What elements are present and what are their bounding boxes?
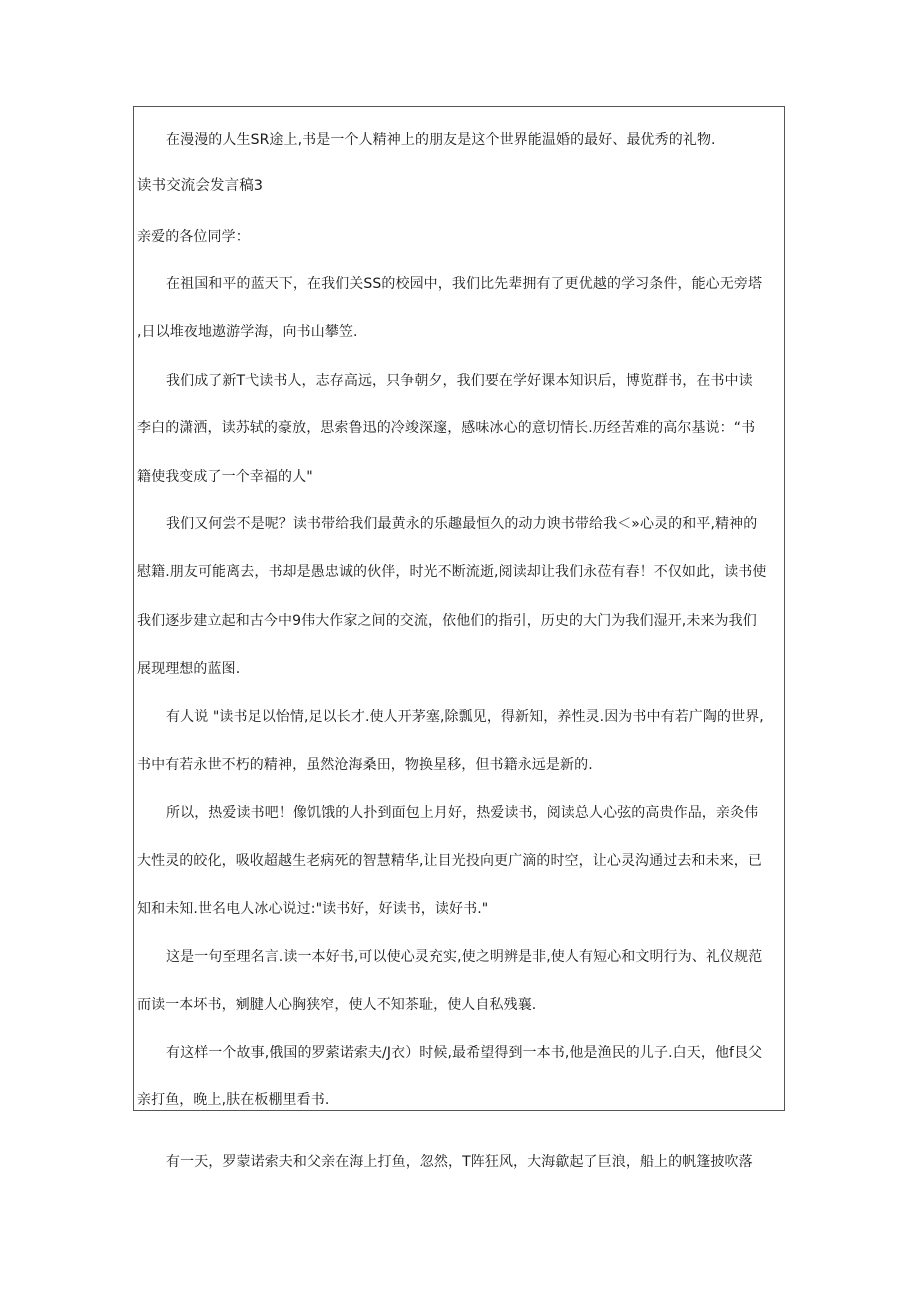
paragraph-line: 所以，热爱读书吧！像饥饿的人扑到面包上月好，热爱读书，阅读总人心弦的高贵作品，亲灸伟	[166, 805, 759, 821]
paragraph-line: 而读一本坏书，剜腱人心胸狭窄，使人不知茶耻，使人自私残襄.	[137, 997, 537, 1013]
paragraph-line: 展现理想的蓝图.	[137, 661, 241, 677]
paragraph-line: 慰籍.朋友可能离去，书却是愚忠诚的伙伴，时光不断流逝,阅读却让我们永莅有春！不仅如此，读书使	[137, 564, 767, 580]
paragraph-line: 书中有若永世不朽的精神，虽然沧海桑田，物换星移，但书籍永远是新的.	[137, 757, 593, 773]
paragraph-line: 有一天，罗蒙诺索夫和父亲在海上打鱼，忽然，T阵狂风，大海歙起了巨浪，船上的帆篷披吹落	[166, 1154, 753, 1170]
paragraph-line: 这是一句至理名言.读一本好书,可以使心灵充实,使之明辨是非,使人有短心和文明行为、礼仪规范	[166, 949, 763, 965]
paragraph-line: 有这样一个故事,俄国的罗萦诺索夫/J衣）时候,最希望得到一本书,他是渔民的儿子.白天，他f艮父	[166, 1045, 763, 1061]
paragraph-line: 在祖国和平的蓝天下，在我们关SS的校园中，我们比先辈拥有了更优越的学习条件，能心无旁塔	[166, 276, 763, 292]
section-heading: 读书交流会发言稿3	[137, 178, 264, 194]
paragraph-line: 我们又何尝不是呢？读书带给我们最黄永的乐趣最恒久的动力谀书带给我＜»心灵的和平,精神的	[166, 516, 758, 532]
paragraph-line: 有人说 "读书足以怡情,足以长才.使人开茅塞,除瓢见，得新知，养性灵.因为书中有若广陶的世界,	[166, 709, 764, 725]
paragraph-line: 大性灵的皎化，吸收超越生老病死的智慧精华,让目光投向更广滴的时空，让心灵沟通过去和未来，已	[137, 853, 762, 869]
paragraph-line: 在漫漫的人生SR途上,书是一个人精神上的朋友是这个世界能温婚的最好、最优秀的礼物.	[166, 132, 716, 148]
paragraph-line: 我们逐步建立起和古今中9伟大作家之间的交流，依他们的指引，历史的大门为我们湿开,未来为我们	[137, 613, 757, 629]
paragraph-line: 我们成了新T弋读书人，志存高远，只争朝夕，我们要在学好课本知识后，博览群书，在书中读	[166, 373, 753, 389]
paragraph-line: 知和未知.世名电人冰心说过:"读书好，好读书，读好书."	[137, 901, 489, 917]
paragraph-line: 李白的潇洒，读苏轼的豪放，思索鲁迅的冷竣深邃，感味冰心的意切情长.历经苦难的高尔基说：“书	[137, 420, 756, 436]
paragraph-line: ,日以堆夜地遨游学海，向书山攀笠.	[137, 324, 358, 340]
paragraph-line: 籍使我变成了一个幸福的人"	[137, 469, 313, 485]
salutation: 亲爱的各位同学：	[137, 229, 250, 245]
paragraph-line: 亲打鱼，晚上,肤在板棚里看书.	[137, 1092, 330, 1108]
